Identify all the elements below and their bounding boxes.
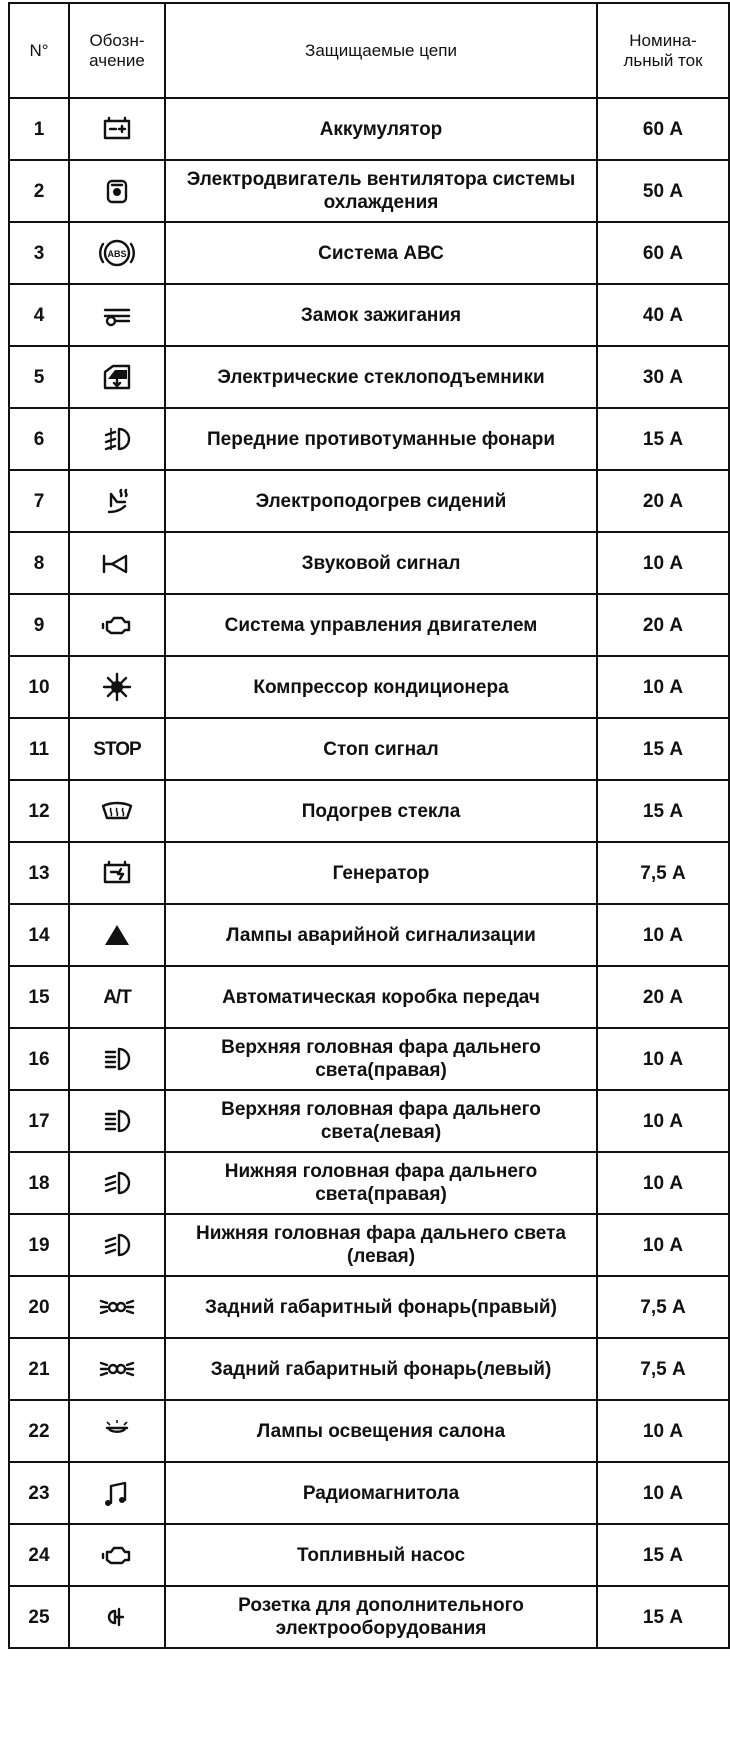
table-row [9,346,729,408]
row-number: 10 [9,656,69,718]
row-number: 8 [9,532,69,594]
row-symbol [69,222,165,284]
table-row [9,1462,729,1524]
generator-icon [95,856,139,890]
row-circuit: Система управления двигателем [165,594,597,656]
row-symbol [69,594,165,656]
engine-icon [95,608,139,642]
row-number: 16 [9,1028,69,1090]
row-symbol [69,346,165,408]
row-symbol [69,284,165,346]
row-current: 10 А [597,1462,729,1524]
row-symbol [69,656,165,718]
power-socket-icon [95,1600,139,1634]
table-row [9,470,729,532]
row-circuit: Электродвигатель вентилятора системы охлаждения [165,160,597,222]
row-current: 15 А [597,1586,729,1648]
svg-text:ABS: ABS [107,249,127,259]
row-number: 2 [9,160,69,222]
table-row [9,1152,729,1214]
stop-text-icon: STOP [93,738,141,760]
cooling-fan-icon [95,174,139,208]
row-current: 20 А [597,966,729,1028]
table-row [9,1400,729,1462]
row-current: 10 А [597,1028,729,1090]
parking-lights-icon [95,1290,139,1324]
glass-heater-icon [95,794,139,828]
row-current: 10 А [597,1400,729,1462]
row-current: 15 А [597,780,729,842]
row-symbol [69,98,165,160]
row-symbol [69,966,165,1028]
row-number: 9 [9,594,69,656]
table-row [9,98,729,160]
table-row [9,532,729,594]
row-circuit: Звуковой сигнал [165,532,597,594]
front-fog-lamp-icon [95,422,139,456]
row-number: 21 [9,1338,69,1400]
row-current: 10 А [597,532,729,594]
table-row [9,222,729,284]
row-number: 19 [9,1214,69,1276]
row-circuit: Нижняя головная фара дальнего света(правая) [165,1152,597,1214]
row-circuit: Радиомагнитола [165,1462,597,1524]
table-row [9,1214,729,1276]
table-row [9,594,729,656]
row-number: 7 [9,470,69,532]
row-current: 15 А [597,1524,729,1586]
row-number: 1 [9,98,69,160]
row-symbol [69,470,165,532]
row-symbol [69,1152,165,1214]
row-number: 4 [9,284,69,346]
row-symbol [69,1090,165,1152]
low-beam-icon [95,1228,139,1262]
row-number: 15 [9,966,69,1028]
row-current: 10 А [597,1090,729,1152]
row-symbol [69,532,165,594]
row-circuit: Задний габаритный фонарь(левый) [165,1338,597,1400]
parking-lights-icon [95,1352,139,1386]
row-current: 60 А [597,222,729,284]
row-symbol [69,1214,165,1276]
table-row [9,1524,729,1586]
row-symbol [69,842,165,904]
row-current: 15 А [597,718,729,780]
row-number: 18 [9,1152,69,1214]
row-symbol [69,904,165,966]
header-symbol: Обозн- ачение [69,3,165,98]
row-current: 15 А [597,408,729,470]
row-current: 10 А [597,904,729,966]
row-circuit: Верхняя головная фара дальнего света(левая) [165,1090,597,1152]
header-number: N° [9,3,69,98]
row-symbol [69,1586,165,1648]
row-current: 10 А [597,1152,729,1214]
row-number: 17 [9,1090,69,1152]
high-beam-icon [95,1042,139,1076]
row-number: 6 [9,408,69,470]
row-circuit: Верхняя головная фара дальнего света(правая) [165,1028,597,1090]
table-row [9,966,729,1028]
header-current: Номина- льный ток [597,3,729,98]
high-beam-icon [95,1104,139,1138]
header-circuits: Защищаемые цепи [165,3,597,98]
row-current: 60 А [597,98,729,160]
table-row [9,1090,729,1152]
row-number: 12 [9,780,69,842]
row-symbol [69,1338,165,1400]
table-row [9,780,729,842]
row-circuit: Автоматическая коробка передач [165,966,597,1028]
row-current: 50 А [597,160,729,222]
row-number: 25 [9,1586,69,1648]
row-circuit: Аккумулятор [165,98,597,160]
row-number: 11 [9,718,69,780]
fuse-table [8,2,730,1649]
row-symbol [69,160,165,222]
row-current: 7,5 А [597,842,729,904]
row-current: 20 А [597,594,729,656]
row-circuit: Топливный насос [165,1524,597,1586]
row-circuit: Генератор [165,842,597,904]
row-circuit: Нижняя головная фара дальнего света (левая) [165,1214,597,1276]
table-row [9,1586,729,1648]
row-current: 30 А [597,346,729,408]
horn-icon [95,546,139,580]
table-row [9,656,729,718]
row-symbol [69,1462,165,1524]
row-number: 14 [9,904,69,966]
interior-light-icon [95,1414,139,1448]
row-circuit: Лампы аварийной сигнализации [165,904,597,966]
seat-heater-icon [95,484,139,518]
fuse-table-sheet [8,2,728,1740]
row-symbol [69,718,165,780]
music-note-icon [95,1476,139,1510]
row-number: 22 [9,1400,69,1462]
row-circuit: Задний габаритный фонарь(правый) [165,1276,597,1338]
low-beam-icon [95,1166,139,1200]
table-row [9,408,729,470]
ac-compressor-icon [95,670,139,704]
row-number: 5 [9,346,69,408]
row-circuit: Электроподогрев сидений [165,470,597,532]
row-circuit: Розетка для дополнительного электрооборудования [165,1586,597,1648]
row-number: 20 [9,1276,69,1338]
table-row [9,842,729,904]
row-current: 7,5 А [597,1338,729,1400]
row-current: 10 А [597,1214,729,1276]
row-circuit: Замок зажигания [165,284,597,346]
row-current: 10 А [597,656,729,718]
row-circuit: Компрессор кондиционера [165,656,597,718]
fuel-pump-icon [95,1538,139,1572]
row-symbol [69,1028,165,1090]
table-row [9,904,729,966]
row-symbol [69,408,165,470]
table-header-row [9,3,729,98]
table-row [9,1276,729,1338]
table-row [9,1338,729,1400]
row-number: 24 [9,1524,69,1586]
row-symbol [69,1524,165,1586]
row-symbol [69,780,165,842]
table-row [9,718,729,780]
row-symbol [69,1276,165,1338]
row-symbol [69,1400,165,1462]
ignition-lock-icon [95,298,139,332]
row-current: 40 А [597,284,729,346]
automatic-transmission-text-icon: A/T [103,986,131,1008]
abs-icon [95,236,139,270]
row-number: 3 [9,222,69,284]
battery-icon [95,112,139,146]
row-number: 13 [9,842,69,904]
row-circuit: Передние противотуманные фонари [165,408,597,470]
table-row [9,160,729,222]
hazard-triangle-icon [95,918,139,952]
row-circuit: Подогрев стекла [165,780,597,842]
row-current: 20 А [597,470,729,532]
power-window-icon [95,360,139,394]
row-circuit: Стоп сигнал [165,718,597,780]
row-circuit: Система АВС [165,222,597,284]
row-current: 7,5 А [597,1276,729,1338]
row-number: 23 [9,1462,69,1524]
table-row [9,1028,729,1090]
table-row [9,284,729,346]
row-circuit: Лампы освещения салона [165,1400,597,1462]
row-circuit: Электрические стеклоподъемники [165,346,597,408]
